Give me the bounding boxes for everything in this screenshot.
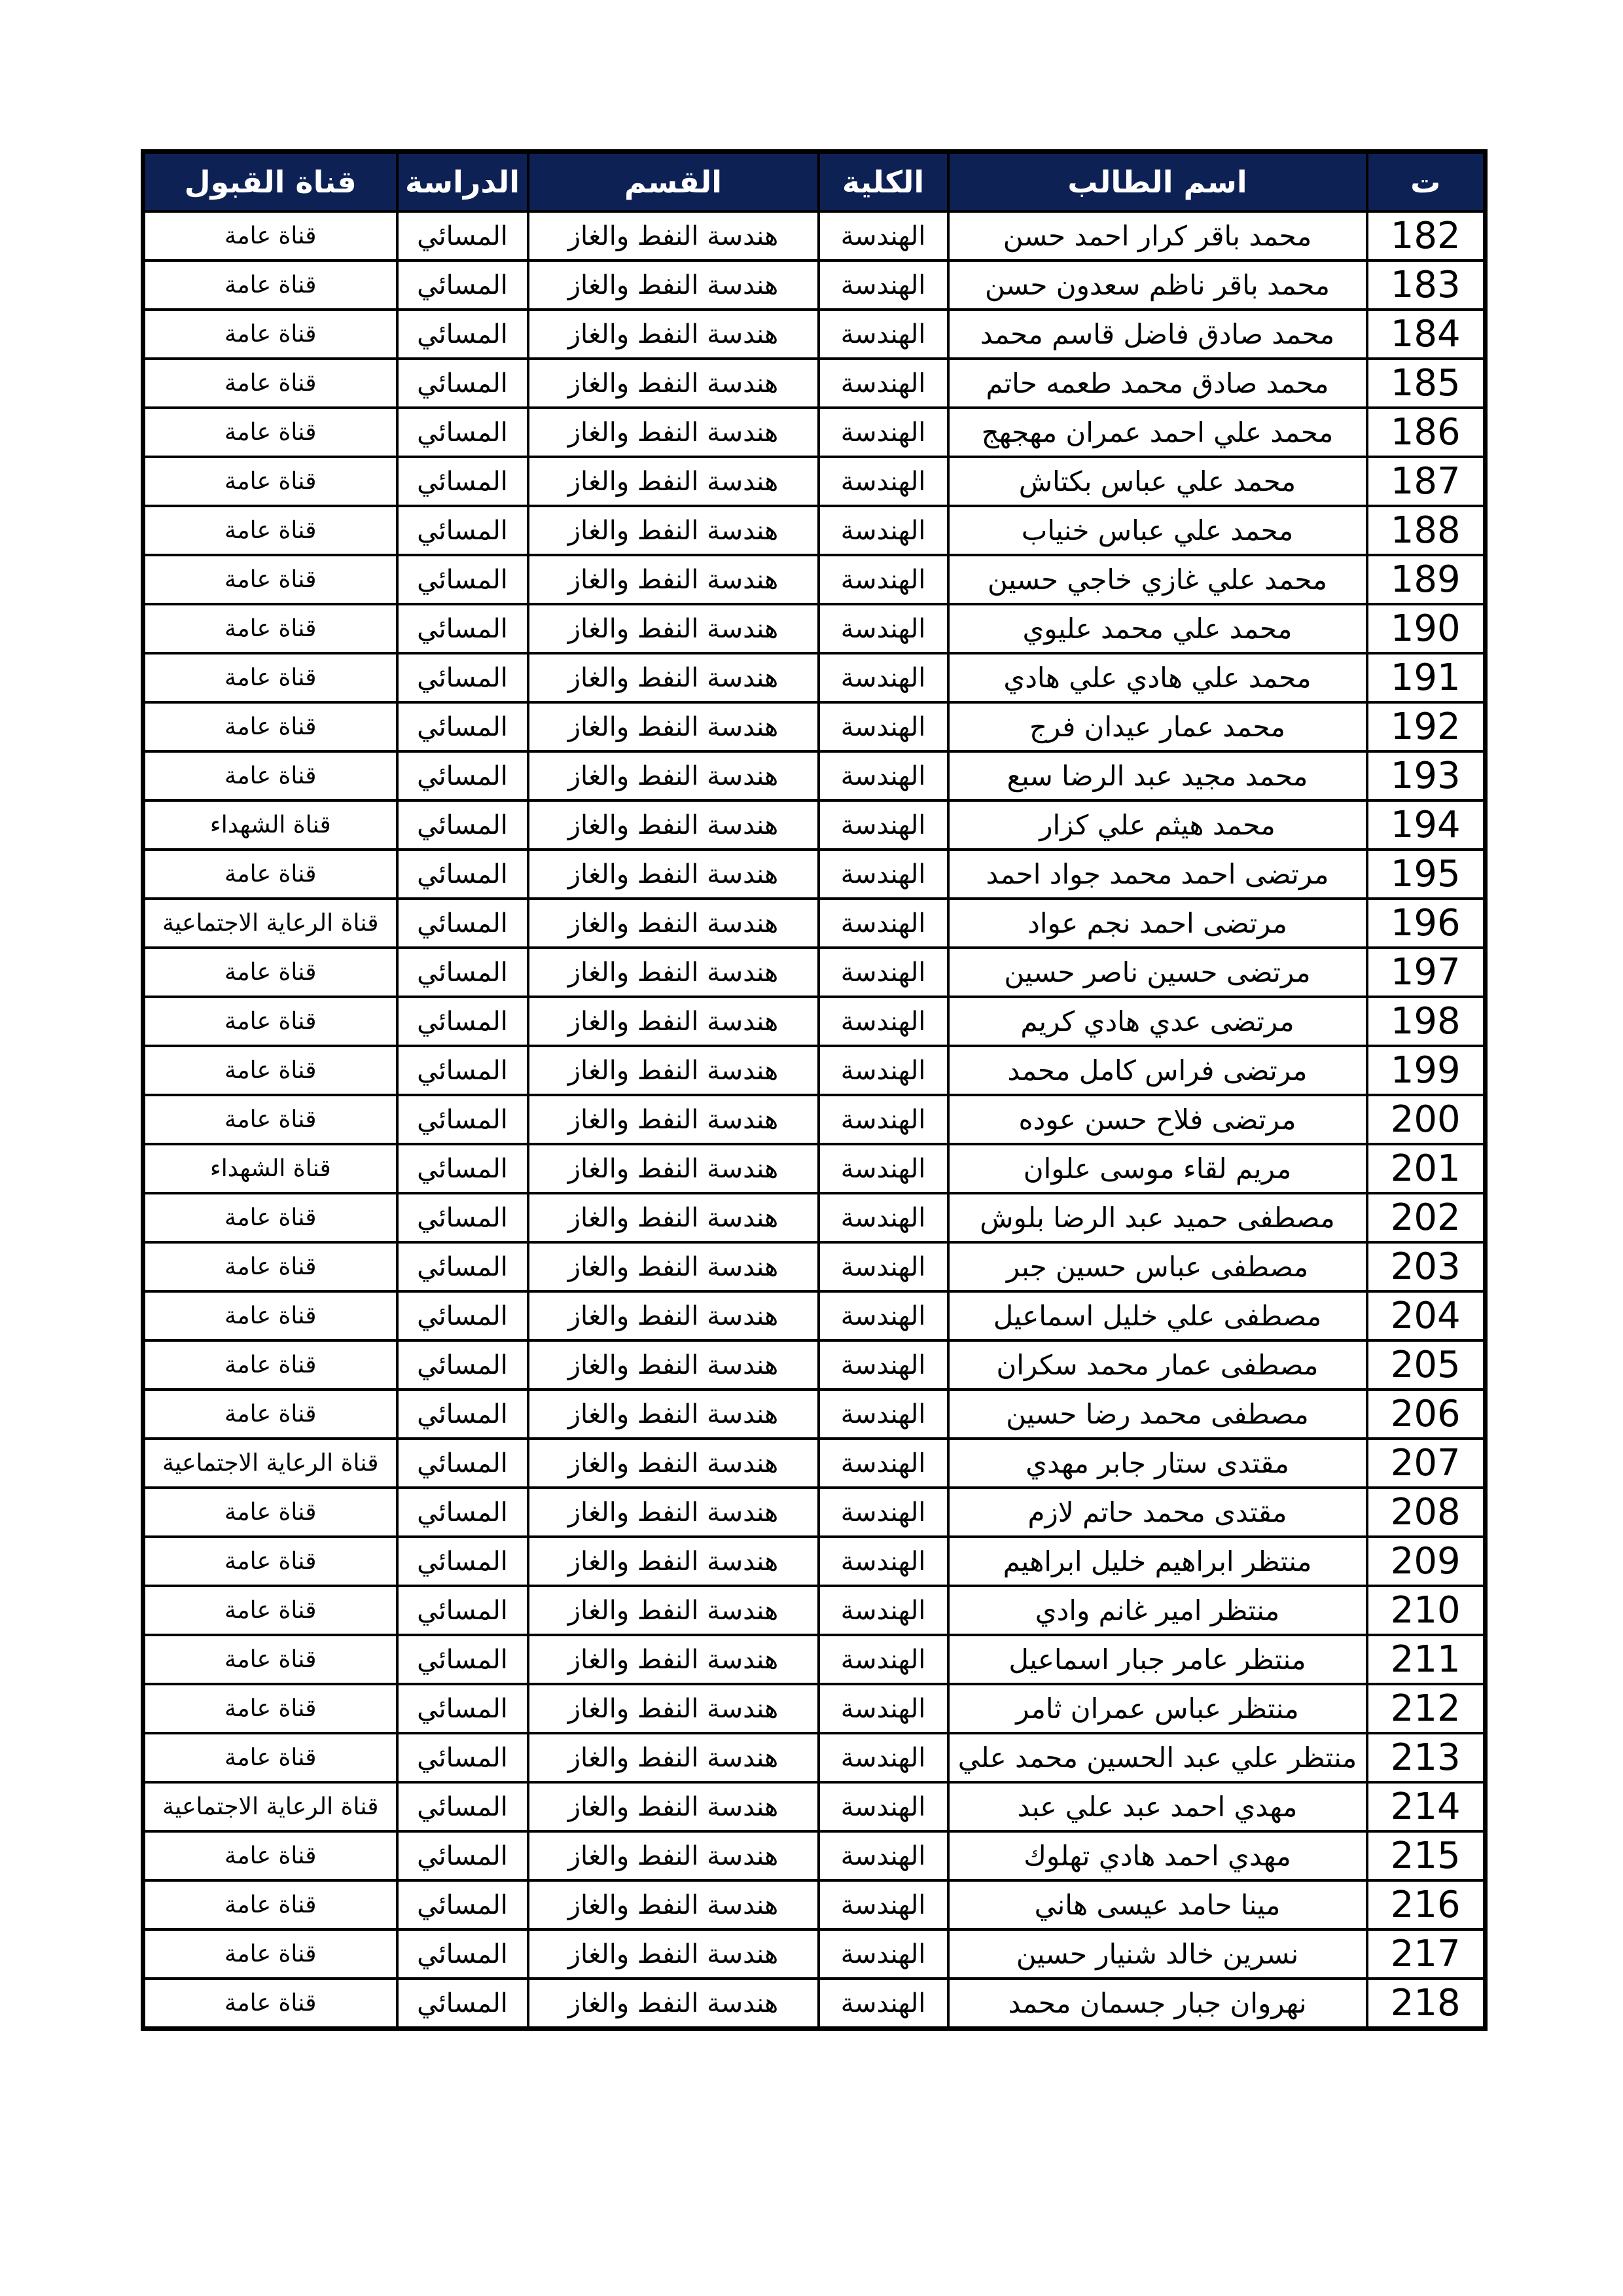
cell-no: 195 bbox=[1367, 850, 1486, 899]
header-admission-channel: قناة القبول bbox=[143, 152, 397, 212]
cell-college: الهندسة bbox=[819, 1291, 948, 1340]
cell-department: هندسة النفط والغاز bbox=[528, 1488, 819, 1537]
header-college: الكلية bbox=[819, 152, 948, 212]
cell-no: 192 bbox=[1367, 702, 1486, 751]
cell-no: 182 bbox=[1367, 211, 1486, 260]
table-row bbox=[143, 604, 1486, 653]
cell-admission-channel: قناة عامة bbox=[143, 751, 397, 800]
cell-study: المسائي bbox=[397, 1537, 528, 1586]
cell-student-name: مصطفى حميد عبد الرضا بلوش bbox=[948, 1193, 1367, 1242]
cell-admission-channel: قناة عامة bbox=[143, 1733, 397, 1782]
cell-student-name: منتظر عباس عمران ثامر bbox=[948, 1684, 1367, 1733]
cell-department: هندسة النفط والغاز bbox=[528, 1586, 819, 1635]
cell-college: الهندسة bbox=[819, 1439, 948, 1488]
cell-college: الهندسة bbox=[819, 653, 948, 702]
cell-department: هندسة النفط والغاز bbox=[528, 702, 819, 751]
cell-admission-channel: قناة عامة bbox=[143, 1831, 397, 1880]
cell-college: الهندسة bbox=[819, 310, 948, 359]
table-row bbox=[143, 800, 1486, 850]
cell-student-name: مصطفى عمار محمد سكران bbox=[948, 1340, 1367, 1390]
cell-department: هندسة النفط والغاز bbox=[528, 359, 819, 408]
cell-student-name: محمد عمار عيدان فرج bbox=[948, 702, 1367, 751]
table-row bbox=[143, 1242, 1486, 1291]
cell-admission-channel: قناة عامة bbox=[143, 457, 397, 506]
cell-student-name: منتظر عامر جبار اسماعيل bbox=[948, 1635, 1367, 1684]
cell-admission-channel: قناة عامة bbox=[143, 1488, 397, 1537]
cell-admission-channel: قناة عامة bbox=[143, 1979, 397, 2029]
cell-admission-channel: قناة عامة bbox=[143, 310, 397, 359]
cell-no: 216 bbox=[1367, 1880, 1486, 1929]
cell-department: هندسة النفط والغاز bbox=[528, 1193, 819, 1242]
cell-department: هندسة النفط والغاز bbox=[528, 1144, 819, 1193]
table-row bbox=[143, 850, 1486, 899]
cell-no: 198 bbox=[1367, 997, 1486, 1046]
cell-college: الهندسة bbox=[819, 1880, 948, 1929]
cell-study: المسائي bbox=[397, 997, 528, 1046]
cell-student-name: محمد علي محمد عليوي bbox=[948, 604, 1367, 653]
cell-no: 193 bbox=[1367, 751, 1486, 800]
table-row bbox=[143, 1635, 1486, 1684]
cell-study: المسائي bbox=[397, 506, 528, 555]
cell-admission-channel: قناة عامة bbox=[143, 1193, 397, 1242]
table-row bbox=[143, 1488, 1486, 1537]
cell-study: المسائي bbox=[397, 1929, 528, 1979]
cell-admission-channel: قناة عامة bbox=[143, 604, 397, 653]
cell-department: هندسة النفط والغاز bbox=[528, 211, 819, 260]
cell-student-name: مصطفى علي خليل اسماعيل bbox=[948, 1291, 1367, 1340]
cell-no: 215 bbox=[1367, 1831, 1486, 1880]
cell-department: هندسة النفط والغاز bbox=[528, 800, 819, 850]
cell-study: المسائي bbox=[397, 1340, 528, 1390]
cell-study: المسائي bbox=[397, 604, 528, 653]
cell-admission-channel: قناة عامة bbox=[143, 555, 397, 604]
cell-college: الهندسة bbox=[819, 1684, 948, 1733]
cell-student-name: مرتضى فلاح حسن عوده bbox=[948, 1095, 1367, 1144]
cell-no: 218 bbox=[1367, 1979, 1486, 2029]
cell-department: هندسة النفط والغاز bbox=[528, 1929, 819, 1979]
cell-study: المسائي bbox=[397, 1979, 528, 2029]
cell-department: هندسة النفط والغاز bbox=[528, 1046, 819, 1095]
cell-department: هندسة النفط والغاز bbox=[528, 1242, 819, 1291]
cell-college: الهندسة bbox=[819, 997, 948, 1046]
cell-no: 185 bbox=[1367, 359, 1486, 408]
cell-department: هندسة النفط والغاز bbox=[528, 1782, 819, 1831]
table-row bbox=[143, 1046, 1486, 1095]
cell-department: هندسة النفط والغاز bbox=[528, 653, 819, 702]
cell-study: المسائي bbox=[397, 260, 528, 310]
cell-study: المسائي bbox=[397, 211, 528, 260]
cell-student-name: محمد باقر ناظم سعدون حسن bbox=[948, 260, 1367, 310]
cell-admission-channel: قناة عامة bbox=[143, 1684, 397, 1733]
cell-department: هندسة النفط والغاز bbox=[528, 751, 819, 800]
table-row bbox=[143, 1291, 1486, 1340]
cell-study: المسائي bbox=[397, 1586, 528, 1635]
table-row bbox=[143, 1095, 1486, 1144]
cell-college: الهندسة bbox=[819, 1488, 948, 1537]
cell-student-name: مينا حامد عيسى هاني bbox=[948, 1880, 1367, 1929]
cell-college: الهندسة bbox=[819, 1586, 948, 1635]
cell-no: 208 bbox=[1367, 1488, 1486, 1537]
cell-department: هندسة النفط والغاز bbox=[528, 310, 819, 359]
cell-admission-channel: قناة عامة bbox=[143, 948, 397, 997]
cell-study: المسائي bbox=[397, 1144, 528, 1193]
cell-college: الهندسة bbox=[819, 1537, 948, 1586]
cell-department: هندسة النفط والغاز bbox=[528, 1733, 819, 1782]
cell-no: 214 bbox=[1367, 1782, 1486, 1831]
cell-department: هندسة النفط والغاز bbox=[528, 1439, 819, 1488]
cell-student-name: مهدي احمد عبد علي عبد bbox=[948, 1782, 1367, 1831]
header-student-name: اسم الطالب bbox=[948, 152, 1367, 212]
cell-no: 200 bbox=[1367, 1095, 1486, 1144]
cell-no: 202 bbox=[1367, 1193, 1486, 1242]
cell-admission-channel: قناة عامة bbox=[143, 1095, 397, 1144]
cell-admission-channel: قناة الشهداء bbox=[143, 800, 397, 850]
table-row bbox=[143, 1880, 1486, 1929]
cell-college: الهندسة bbox=[819, 1979, 948, 2029]
cell-no: 189 bbox=[1367, 555, 1486, 604]
cell-study: المسائي bbox=[397, 555, 528, 604]
students-table bbox=[141, 149, 1488, 2031]
cell-department: هندسة النفط والغاز bbox=[528, 1095, 819, 1144]
cell-no: 206 bbox=[1367, 1390, 1486, 1439]
cell-student-name: محمد علي هادي علي هادي bbox=[948, 653, 1367, 702]
cell-study: المسائي bbox=[397, 1684, 528, 1733]
cell-department: هندسة النفط والغاز bbox=[528, 1390, 819, 1439]
cell-student-name: مصطفى عباس حسين جبر bbox=[948, 1242, 1367, 1291]
cell-study: المسائي bbox=[397, 1193, 528, 1242]
cell-student-name: مرتضى احمد محمد جواد احمد bbox=[948, 850, 1367, 899]
table-row bbox=[143, 948, 1486, 997]
cell-student-name: محمد علي عباس بكتاش bbox=[948, 457, 1367, 506]
table-row bbox=[143, 506, 1486, 555]
cell-admission-channel: قناة الرعاية الاجتماعية bbox=[143, 1782, 397, 1831]
cell-admission-channel: قناة عامة bbox=[143, 997, 397, 1046]
cell-department: هندسة النفط والغاز bbox=[528, 997, 819, 1046]
table-row bbox=[143, 1684, 1486, 1733]
cell-college: الهندسة bbox=[819, 1242, 948, 1291]
cell-college: الهندسة bbox=[819, 1929, 948, 1979]
cell-no: 213 bbox=[1367, 1733, 1486, 1782]
cell-admission-channel: قناة عامة bbox=[143, 653, 397, 702]
cell-study: المسائي bbox=[397, 948, 528, 997]
cell-study: المسائي bbox=[397, 457, 528, 506]
cell-college: الهندسة bbox=[819, 359, 948, 408]
cell-no: 184 bbox=[1367, 310, 1486, 359]
table-row bbox=[143, 1733, 1486, 1782]
cell-admission-channel: قناة عامة bbox=[143, 1046, 397, 1095]
table-row bbox=[143, 1340, 1486, 1390]
cell-admission-channel: قناة عامة bbox=[143, 260, 397, 310]
cell-department: هندسة النفط والغاز bbox=[528, 408, 819, 457]
cell-student-name: مريم لقاء موسى علوان bbox=[948, 1144, 1367, 1193]
table-row bbox=[143, 1537, 1486, 1586]
cell-admission-channel: قناة عامة bbox=[143, 1880, 397, 1929]
cell-no: 209 bbox=[1367, 1537, 1486, 1586]
cell-student-name: مقتدى محمد حاتم لازم bbox=[948, 1488, 1367, 1537]
cell-no: 187 bbox=[1367, 457, 1486, 506]
cell-student-name: مصطفى محمد رضا حسين bbox=[948, 1390, 1367, 1439]
cell-college: الهندسة bbox=[819, 1390, 948, 1439]
cell-study: المسائي bbox=[397, 1095, 528, 1144]
cell-college: الهندسة bbox=[819, 702, 948, 751]
cell-department: هندسة النفط والغاز bbox=[528, 1340, 819, 1390]
cell-student-name: مرتضى فراس كامل محمد bbox=[948, 1046, 1367, 1095]
cell-student-name: محمد صادق محمد طعمه حاتم bbox=[948, 359, 1367, 408]
cell-student-name: محمد علي غازي خاجي حسين bbox=[948, 555, 1367, 604]
cell-no: 205 bbox=[1367, 1340, 1486, 1390]
cell-study: المسائي bbox=[397, 1488, 528, 1537]
cell-college: الهندسة bbox=[819, 211, 948, 260]
cell-college: الهندسة bbox=[819, 1144, 948, 1193]
cell-student-name: محمد علي عباس خنياب bbox=[948, 506, 1367, 555]
table-row bbox=[143, 1439, 1486, 1488]
header-study: الدراسة bbox=[397, 152, 528, 212]
table-row bbox=[143, 555, 1486, 604]
cell-student-name: محمد مجيد عبد الرضا سبع bbox=[948, 751, 1367, 800]
cell-college: الهندسة bbox=[819, 1095, 948, 1144]
cell-department: هندسة النفط والغاز bbox=[528, 948, 819, 997]
cell-study: المسائي bbox=[397, 899, 528, 948]
cell-student-name: منتظر امير غانم وادي bbox=[948, 1586, 1367, 1635]
cell-student-name: منتظر ابراهيم خليل ابراهيم bbox=[948, 1537, 1367, 1586]
cell-college: الهندسة bbox=[819, 408, 948, 457]
cell-department: هندسة النفط والغاز bbox=[528, 899, 819, 948]
table-row bbox=[143, 899, 1486, 948]
cell-study: المسائي bbox=[397, 1046, 528, 1095]
cell-college: الهندسة bbox=[819, 1340, 948, 1390]
table-row bbox=[143, 359, 1486, 408]
cell-no: 199 bbox=[1367, 1046, 1486, 1095]
cell-no: 211 bbox=[1367, 1635, 1486, 1684]
cell-department: هندسة النفط والغاز bbox=[528, 604, 819, 653]
cell-department: هندسة النفط والغاز bbox=[528, 1635, 819, 1684]
cell-student-name: محمد هيثم علي كزار bbox=[948, 800, 1367, 850]
table-row bbox=[143, 457, 1486, 506]
table-row bbox=[143, 211, 1486, 260]
cell-no: 188 bbox=[1367, 506, 1486, 555]
cell-admission-channel: قناة عامة bbox=[143, 211, 397, 260]
table-row bbox=[143, 751, 1486, 800]
cell-study: المسائي bbox=[397, 1242, 528, 1291]
cell-study: المسائي bbox=[397, 1635, 528, 1684]
cell-college: الهندسة bbox=[819, 555, 948, 604]
cell-department: هندسة النفط والغاز bbox=[528, 1537, 819, 1586]
cell-student-name: نهروان جبار جسمان محمد bbox=[948, 1979, 1367, 2029]
cell-study: المسائي bbox=[397, 1439, 528, 1488]
cell-admission-channel: قناة عامة bbox=[143, 1586, 397, 1635]
cell-department: هندسة النفط والغاز bbox=[528, 1684, 819, 1733]
cell-college: الهندسة bbox=[819, 1193, 948, 1242]
cell-study: المسائي bbox=[397, 751, 528, 800]
cell-admission-channel: قناة الرعاية الاجتماعية bbox=[143, 1439, 397, 1488]
cell-study: المسائي bbox=[397, 359, 528, 408]
cell-college: الهندسة bbox=[819, 1782, 948, 1831]
cell-no: 204 bbox=[1367, 1291, 1486, 1340]
cell-no: 186 bbox=[1367, 408, 1486, 457]
cell-study: المسائي bbox=[397, 1733, 528, 1782]
cell-study: المسائي bbox=[397, 408, 528, 457]
cell-no: 203 bbox=[1367, 1242, 1486, 1291]
cell-college: الهندسة bbox=[819, 948, 948, 997]
cell-student-name: مرتضى احمد نجم عواد bbox=[948, 899, 1367, 948]
cell-student-name: محمد باقر كرار احمد حسن bbox=[948, 211, 1367, 260]
cell-student-name: محمد صادق فاضل قاسم محمد bbox=[948, 310, 1367, 359]
cell-study: المسائي bbox=[397, 800, 528, 850]
table-row bbox=[143, 1831, 1486, 1880]
cell-college: الهندسة bbox=[819, 1733, 948, 1782]
cell-admission-channel: قناة عامة bbox=[143, 702, 397, 751]
cell-no: 212 bbox=[1367, 1684, 1486, 1733]
cell-no: 190 bbox=[1367, 604, 1486, 653]
cell-department: هندسة النفط والغاز bbox=[528, 1880, 819, 1929]
cell-admission-channel: قناة عامة bbox=[143, 359, 397, 408]
cell-admission-channel: قناة عامة bbox=[143, 1242, 397, 1291]
cell-study: المسائي bbox=[397, 310, 528, 359]
cell-college: الهندسة bbox=[819, 899, 948, 948]
cell-department: هندسة النفط والغاز bbox=[528, 850, 819, 899]
header-department: القسم bbox=[528, 152, 819, 212]
cell-no: 191 bbox=[1367, 653, 1486, 702]
cell-admission-channel: قناة عامة bbox=[143, 506, 397, 555]
cell-student-name: مرتضى حسين ناصر حسين bbox=[948, 948, 1367, 997]
cell-study: المسائي bbox=[397, 653, 528, 702]
cell-study: المسائي bbox=[397, 1831, 528, 1880]
cell-department: هندسة النفط والغاز bbox=[528, 457, 819, 506]
table-row bbox=[143, 310, 1486, 359]
table-row bbox=[143, 1586, 1486, 1635]
cell-student-name: مرتضى عدي هادي كريم bbox=[948, 997, 1367, 1046]
cell-no: 207 bbox=[1367, 1439, 1486, 1488]
cell-department: هندسة النفط والغاز bbox=[528, 1291, 819, 1340]
cell-college: الهندسة bbox=[819, 1831, 948, 1880]
cell-college: الهندسة bbox=[819, 751, 948, 800]
cell-student-name: محمد علي احمد عمران مهجهج bbox=[948, 408, 1367, 457]
cell-study: المسائي bbox=[397, 850, 528, 899]
table-row bbox=[143, 997, 1486, 1046]
cell-admission-channel: قناة عامة bbox=[143, 1635, 397, 1684]
header-no: ت bbox=[1367, 152, 1486, 212]
cell-study: المسائي bbox=[397, 1291, 528, 1340]
cell-admission-channel: قناة عامة bbox=[143, 1537, 397, 1586]
cell-department: هندسة النفط والغاز bbox=[528, 506, 819, 555]
table-row bbox=[143, 653, 1486, 702]
table-header bbox=[143, 152, 1486, 212]
table-row bbox=[143, 1390, 1486, 1439]
cell-no: 197 bbox=[1367, 948, 1486, 997]
cell-admission-channel: قناة عامة bbox=[143, 1340, 397, 1390]
cell-admission-channel: قناة الشهداء bbox=[143, 1144, 397, 1193]
cell-admission-channel: قناة عامة bbox=[143, 1929, 397, 1979]
cell-department: هندسة النفط والغاز bbox=[528, 1979, 819, 2029]
cell-admission-channel: قناة عامة bbox=[143, 850, 397, 899]
cell-admission-channel: قناة عامة bbox=[143, 1390, 397, 1439]
table-row bbox=[143, 408, 1486, 457]
cell-student-name: مقتدى ستار جابر مهدي bbox=[948, 1439, 1367, 1488]
cell-admission-channel: قناة الرعاية الاجتماعية bbox=[143, 899, 397, 948]
cell-department: هندسة النفط والغاز bbox=[528, 260, 819, 310]
cell-department: هندسة النفط والغاز bbox=[528, 1831, 819, 1880]
cell-college: الهندسة bbox=[819, 506, 948, 555]
cell-college: الهندسة bbox=[819, 604, 948, 653]
cell-no: 201 bbox=[1367, 1144, 1486, 1193]
table-row bbox=[143, 1144, 1486, 1193]
cell-college: الهندسة bbox=[819, 457, 948, 506]
cell-college: الهندسة bbox=[819, 260, 948, 310]
cell-no: 217 bbox=[1367, 1929, 1486, 1979]
table-row bbox=[143, 702, 1486, 751]
cell-no: 194 bbox=[1367, 800, 1486, 850]
table-row bbox=[143, 1782, 1486, 1831]
table-row bbox=[143, 1193, 1486, 1242]
table-row bbox=[143, 1929, 1486, 1979]
cell-student-name: منتظر علي عبد الحسين محمد علي bbox=[948, 1733, 1367, 1782]
cell-study: المسائي bbox=[397, 702, 528, 751]
cell-study: المسائي bbox=[397, 1390, 528, 1439]
cell-college: الهندسة bbox=[819, 800, 948, 850]
cell-college: الهندسة bbox=[819, 850, 948, 899]
header-row bbox=[143, 152, 1486, 212]
cell-no: 210 bbox=[1367, 1586, 1486, 1635]
cell-no: 183 bbox=[1367, 260, 1486, 310]
cell-study: المسائي bbox=[397, 1880, 528, 1929]
cell-study: المسائي bbox=[397, 1782, 528, 1831]
table-row bbox=[143, 260, 1486, 310]
table-row bbox=[143, 1979, 1486, 2029]
cell-admission-channel: قناة عامة bbox=[143, 1291, 397, 1340]
cell-admission-channel: قناة عامة bbox=[143, 408, 397, 457]
cell-student-name: مهدي احمد هادي تهلوك bbox=[948, 1831, 1367, 1880]
cell-department: هندسة النفط والغاز bbox=[528, 555, 819, 604]
student-table-rows bbox=[143, 211, 1486, 2029]
cell-no: 196 bbox=[1367, 899, 1486, 948]
cell-student-name: نسرين خالد شنيار حسين bbox=[948, 1929, 1367, 1979]
cell-college: الهندسة bbox=[819, 1635, 948, 1684]
cell-college: الهندسة bbox=[819, 1046, 948, 1095]
